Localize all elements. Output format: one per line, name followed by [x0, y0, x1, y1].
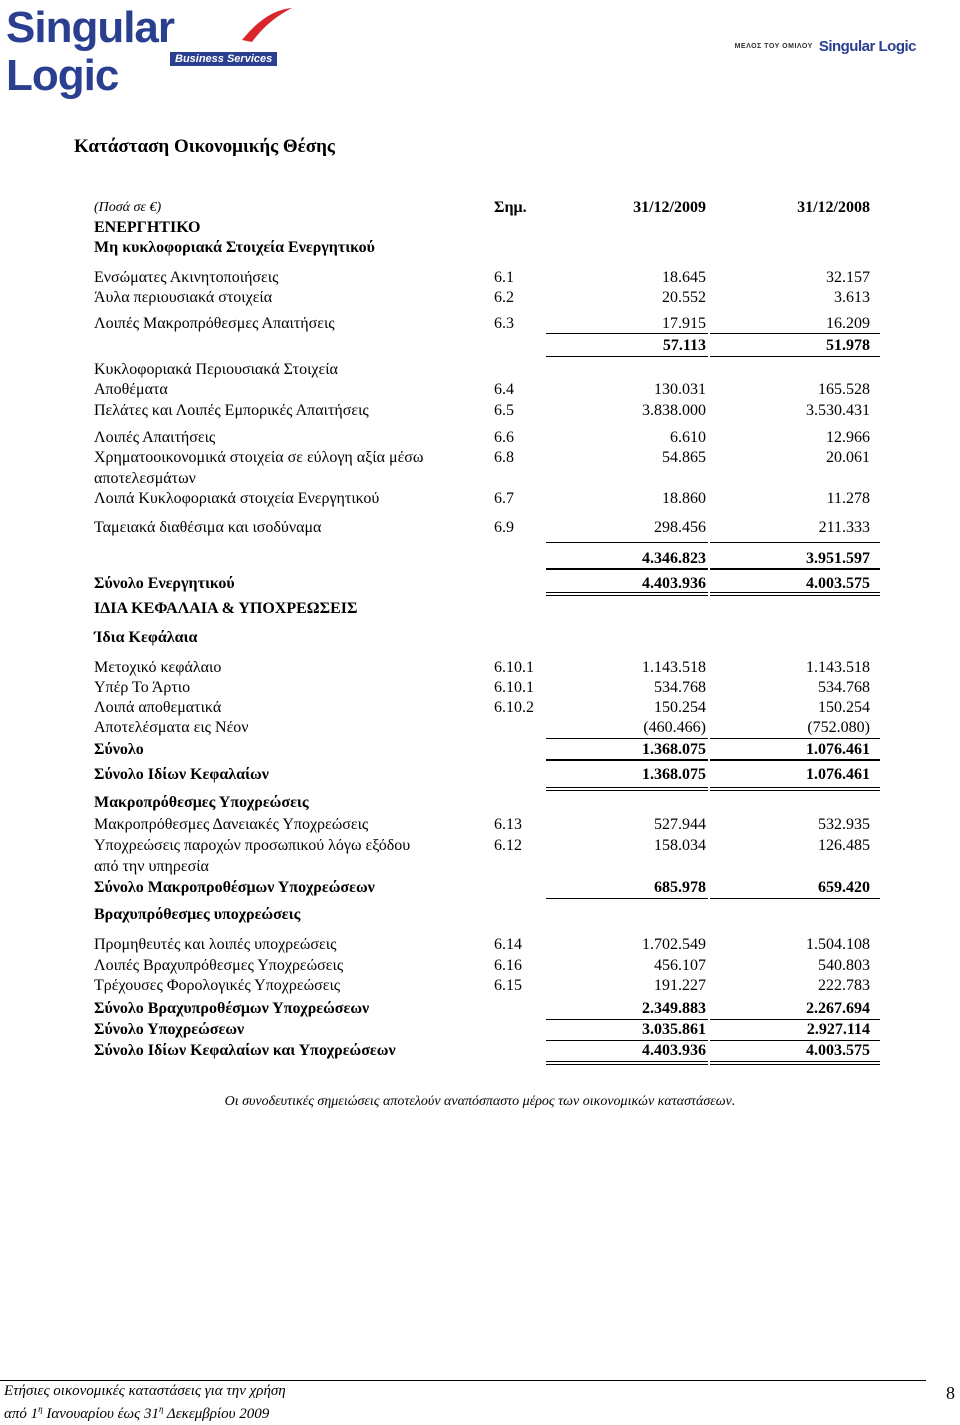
value-2008: 1.076.461 — [806, 741, 870, 758]
value-2008: 3.530.431 — [806, 402, 870, 419]
table-row — [94, 268, 880, 288]
total-underline — [546, 1040, 708, 1041]
value-2009: 456.107 — [654, 957, 706, 974]
value-2009: 1.702.549 — [642, 936, 706, 953]
row-note: 6.10.1 — [494, 679, 534, 696]
row-label: Χρηματοοικονομικά στοιχεία σε εύλογη αξία μέσω — [94, 449, 424, 466]
footer-sup-1: η — [38, 1404, 43, 1414]
value-2008: 534.768 — [818, 679, 870, 696]
value-2009: 2.349.883 — [642, 1000, 706, 1017]
table-row — [94, 288, 880, 308]
value-2008: 211.333 — [818, 519, 870, 536]
row-note: 6.16 — [494, 957, 522, 974]
row-label: Πελάτες και Λοιπές Εμπορικές Απαιτήσεις — [94, 402, 369, 419]
table-row — [94, 765, 880, 785]
total-underline — [710, 569, 880, 570]
row-label: Μη κυκλοφοριακά Στοιχεία Ενεργητικού — [94, 239, 375, 256]
value-2008: 532.935 — [818, 816, 870, 833]
row-label: Μετοχικό κεφάλαιο — [94, 659, 222, 676]
row-label: Λοιπές Βραχυπρόθεσμες Υποχρεώσεις — [94, 957, 344, 974]
value-2009: 130.031 — [654, 381, 706, 398]
group-brand-text: Singular Logic — [818, 37, 916, 55]
singular-logic-logo — [6, 3, 296, 100]
table-row — [94, 469, 880, 489]
total-underline — [710, 356, 880, 357]
value-2009: 57.113 — [662, 337, 706, 354]
row-label: Σύνολο Υποχρεώσεων — [94, 1021, 245, 1038]
member-of-group-text: ΜΕΛΟΣ ΤΟΥ ΟΜΙΛΟΥ — [734, 42, 813, 50]
value-2009: 527.944 — [654, 816, 706, 833]
table-row — [94, 698, 880, 718]
row-label: Σύνολο Ιδίων Κεφαλαίων — [94, 766, 269, 783]
logo-subtitle: Business Services — [170, 52, 277, 66]
row-note: 6.13 — [494, 816, 522, 833]
value-2008: 222.783 — [818, 977, 870, 994]
page-number: 8 — [946, 1383, 955, 1403]
total-underline — [710, 898, 880, 899]
value-2008: 165.528 — [818, 381, 870, 398]
table-row — [94, 857, 880, 877]
row-label: Υποχρεώσεις παροχών προσωπικού λόγω εξόδου — [94, 837, 411, 854]
row-note: 6.3 — [494, 315, 514, 332]
row-label: Λοιπά Κυκλοφοριακά στοιχεία Ενεργητικού — [94, 490, 380, 507]
table-row — [94, 599, 880, 619]
currency-note: (Ποσά σε €) — [94, 200, 162, 215]
total-underline — [710, 1040, 880, 1041]
value-2009: 18.645 — [662, 269, 706, 286]
value-2009: 20.552 — [662, 289, 706, 306]
value-2009: 17.915 — [662, 315, 706, 332]
row-label: Λοιπά αποθεματικά — [94, 699, 222, 716]
page-title: Κατάσταση Οικονομικής Θέσης — [74, 136, 335, 157]
row-label: Αποθέματα — [94, 381, 168, 398]
value-2009: 4.403.936 — [642, 575, 706, 592]
table-row — [94, 836, 880, 856]
value-2008: 4.003.575 — [806, 575, 870, 592]
value-2009: 298.456 — [654, 519, 706, 536]
footer-line-1: Ετήσιες οικονομικές καταστάσεις για την χρήση — [4, 1383, 286, 1399]
table-row — [94, 878, 880, 898]
row-note: 6.8 — [494, 449, 514, 466]
value-2009: 3.838.000 — [642, 402, 706, 419]
total-underline — [546, 760, 708, 761]
total-underline — [546, 1064, 708, 1065]
table-header-row — [94, 198, 880, 218]
value-2009: 4.346.823 — [642, 550, 706, 567]
footer-date-mid: Ιανουαρίου έως 31 — [42, 1406, 159, 1422]
row-note: 6.10.1 — [494, 659, 534, 676]
value-2008: 4.003.575 — [806, 1042, 870, 1059]
row-note: 6.15 — [494, 977, 522, 994]
total-underline — [546, 333, 708, 334]
value-2008: 51.978 — [826, 337, 870, 354]
table-row — [94, 935, 880, 955]
table-row — [94, 678, 880, 698]
value-2008: 16.209 — [826, 315, 870, 332]
total-underline — [710, 595, 880, 596]
total-underline — [546, 790, 708, 791]
table-row — [94, 815, 880, 835]
table-row — [94, 489, 880, 509]
row-label: Άυλα περιουσιακά στοιχεία — [94, 289, 273, 306]
value-2009: 54.865 — [662, 449, 706, 466]
value-2008: 150.254 — [818, 699, 870, 716]
total-underline — [546, 568, 708, 569]
table-row — [94, 336, 880, 356]
row-label: ΕΝΕΡΓΗΤΙΚΟ — [94, 219, 201, 236]
value-2008: (752.080) — [807, 719, 870, 736]
value-2008: 1.076.461 — [806, 766, 870, 783]
total-underline — [710, 760, 880, 761]
footer-sup-2: η — [158, 1404, 164, 1414]
table-row — [94, 380, 880, 400]
total-underline — [546, 898, 708, 899]
row-label: Μακροπρόθεσμες Υποχρεώσεις — [94, 794, 309, 811]
total-underline — [546, 569, 708, 570]
table-row — [94, 218, 880, 238]
value-2009: 3.035.861 — [642, 1021, 706, 1038]
total-underline — [710, 568, 880, 569]
row-label: Ενσώματες Ακινητοποιήσεις — [94, 269, 279, 286]
table-row — [94, 740, 880, 760]
row-note: 6.9 — [494, 519, 514, 536]
total-underline — [710, 790, 880, 791]
total-underline — [546, 787, 708, 788]
row-note: 6.7 — [494, 490, 514, 507]
total-underline — [710, 592, 880, 593]
row-label: ΙΔΙΑ ΚΕΦΑΛΑΙΑ & ΥΠΟΧΡΕΩΣΕΙΣ — [94, 600, 358, 617]
row-label: Κυκλοφοριακά Περιουσιακά Στοιχεία — [94, 361, 338, 378]
row-label: Σύνολο Μακροπροθέσμων Υποχρεώσεων — [94, 879, 375, 896]
row-label: Προμηθευτές και λοιπές υποχρεώσεις — [94, 936, 337, 953]
total-underline — [710, 1064, 880, 1065]
table-row — [94, 956, 880, 976]
row-note: 6.5 — [494, 402, 514, 419]
row-label: Λοιπές Απαιτήσεις — [94, 429, 216, 446]
year-2009-header: 31/12/2009 — [633, 199, 706, 216]
total-underline — [546, 542, 708, 543]
value-2009: 6.610 — [670, 429, 706, 446]
footer-divider — [0, 1380, 926, 1381]
row-label: Ταμειακά διαθέσιμα και ισοδύναμα — [94, 519, 322, 536]
table-row — [94, 905, 880, 925]
row-label: Σύνολο Ιδίων Κεφαλαίων και Υποχρεώσεων — [94, 1042, 396, 1059]
value-2008: 1.143.518 — [806, 659, 870, 676]
total-underline — [546, 759, 708, 760]
value-2008: 540.803 — [818, 957, 870, 974]
row-label: Σύνολο Βραχυπροθέσμων Υποχρεώσεων — [94, 1000, 370, 1017]
row-note: 6.2 — [494, 289, 514, 306]
value-2008: 3.951.597 — [806, 550, 870, 567]
row-note: 6.6 — [494, 429, 514, 446]
value-2009: 158.034 — [654, 837, 706, 854]
row-note: 6.12 — [494, 837, 522, 854]
table-row — [94, 976, 880, 996]
value-2008: 659.420 — [818, 879, 870, 896]
row-note: 6.1 — [494, 269, 514, 286]
row-label: Λοιπές Μακροπρόθεσμες Απαιτήσεις — [94, 315, 335, 332]
total-underline — [710, 1061, 880, 1062]
logo-swoosh-icon — [238, 6, 294, 46]
total-underline — [710, 333, 880, 334]
footer-date-to: Δεκεμβρίου 2009 — [163, 1406, 270, 1422]
footnote: Οι συνοδευτικές σημειώσεις αποτελούν αναπόσπαστο μέρος των οικονομικών καταστάσεων. — [224, 1094, 736, 1109]
table-row — [94, 448, 880, 468]
total-underline — [546, 595, 708, 596]
logo-brand-text: Singular Logic — [6, 3, 175, 100]
row-note: 6.14 — [494, 936, 522, 953]
row-label: αποτελεσμάτων — [94, 470, 196, 487]
total-underline — [710, 1019, 880, 1020]
value-2008: 12.966 — [826, 429, 870, 446]
table-row — [94, 428, 880, 448]
table-row — [94, 518, 880, 538]
value-2008: 11.278 — [826, 490, 870, 507]
total-underline — [546, 1019, 708, 1020]
row-note: 6.4 — [494, 381, 514, 398]
row-label: Μακροπρόθεσμες Δανειακές Υποχρεώσεις — [94, 816, 369, 833]
member-of-group-logo — [735, 36, 916, 56]
note-column-header: Σημ. — [494, 199, 527, 216]
value-2009: 18.860 — [662, 490, 706, 507]
total-underline — [710, 738, 880, 739]
table-row — [94, 314, 880, 334]
row-label: Τρέχουσες Φορολογικές Υποχρεώσεις — [94, 977, 341, 994]
value-2009: 4.403.936 — [642, 1042, 706, 1059]
row-label: Ίδια Κεφάλαια — [94, 629, 198, 646]
row-label: από την υπηρεσία — [94, 858, 209, 875]
table-row — [94, 793, 880, 813]
table-row — [94, 360, 880, 380]
row-label: Σύνολο Ενεργητικού — [94, 575, 235, 592]
value-2009: 1.143.518 — [642, 659, 706, 676]
total-underline — [710, 787, 880, 788]
value-2008: 2.267.694 — [806, 1000, 870, 1017]
row-label: Σύνολο — [94, 741, 144, 758]
table-row — [94, 401, 880, 421]
value-2009: 534.768 — [654, 679, 706, 696]
footer-date-from: από 1 — [4, 1406, 39, 1422]
value-2009: 1.368.075 — [642, 766, 706, 783]
value-2008: 2.927.114 — [806, 1021, 870, 1038]
value-2009: 1.368.075 — [642, 741, 706, 758]
value-2008: 1.504.108 — [806, 936, 870, 953]
total-underline — [546, 356, 708, 357]
total-underline — [546, 1061, 708, 1062]
total-underline — [710, 759, 880, 760]
row-note: 6.10.2 — [494, 699, 534, 716]
table-row — [94, 238, 880, 258]
table-row — [94, 1041, 880, 1061]
row-label: Αποτελέσματα εις Νέον — [94, 719, 249, 736]
table-row — [94, 1020, 880, 1040]
table-row — [94, 549, 880, 569]
table-row — [94, 999, 880, 1019]
footer-line-2 — [4, 1404, 269, 1423]
table-row — [94, 658, 880, 678]
value-2008: 32.157 — [826, 269, 870, 286]
value-2009: 685.978 — [654, 879, 706, 896]
value-2008: 20.061 — [826, 449, 870, 466]
value-2009: 191.227 — [654, 977, 706, 994]
value-2009: (460.466) — [643, 719, 706, 736]
value-2008: 126.485 — [818, 837, 870, 854]
table-row — [94, 574, 880, 594]
value-2009: 150.254 — [654, 699, 706, 716]
table-row — [94, 628, 880, 648]
table-row — [94, 718, 880, 738]
value-2008: 3.613 — [834, 289, 870, 306]
total-underline — [546, 738, 708, 739]
total-underline — [710, 542, 880, 543]
row-label: Βραχυπρόθεσμες υποχρεώσεις — [94, 906, 301, 923]
year-2008-header: 31/12/2008 — [797, 199, 870, 216]
total-underline — [546, 592, 708, 593]
row-label: Υπέρ Το Άρτιο — [94, 679, 191, 696]
